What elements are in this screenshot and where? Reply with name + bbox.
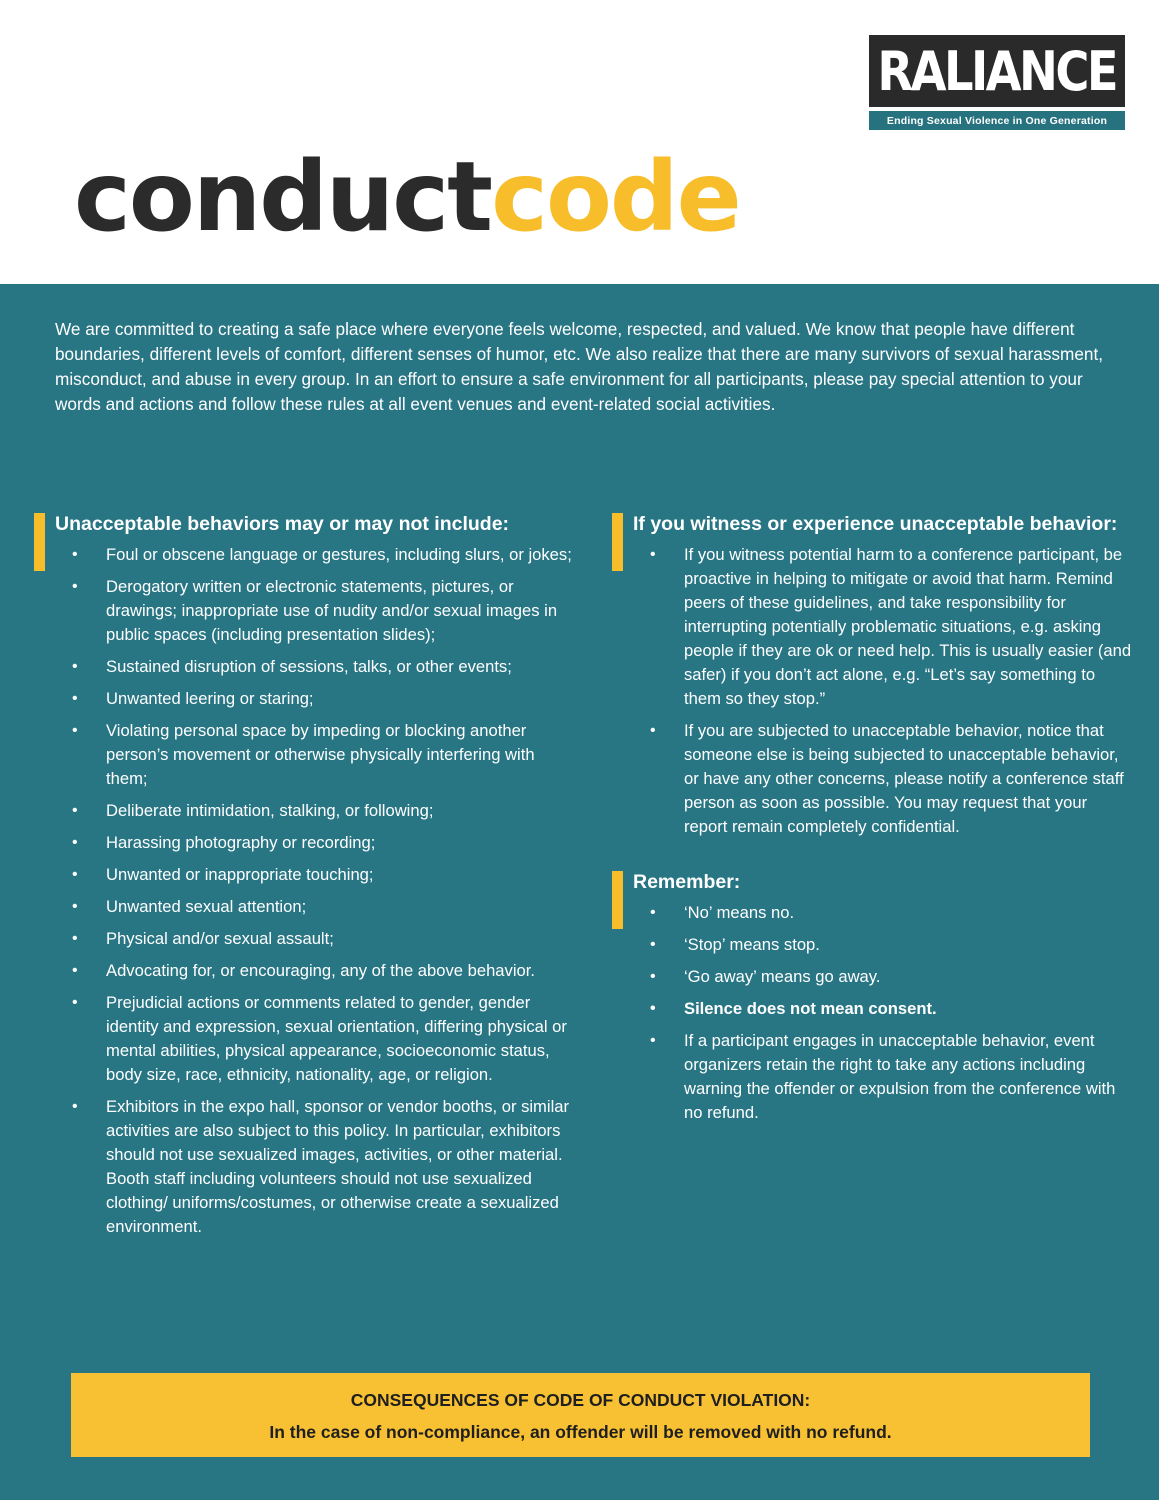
list-item: • Harassing photography or recording; (34, 831, 574, 855)
bullet-icon: • (650, 546, 656, 563)
logo-wordmark: RALIANCE (869, 35, 1125, 107)
list-item: • Physical and/or sexual assault; (34, 927, 574, 951)
list-item: • Silence does not mean consent. (612, 997, 1132, 1021)
title-conduct: conduct (74, 141, 492, 253)
remember-heading-block (612, 869, 1132, 895)
consequences-text: In the case of non-compliance, an offender will be removed with no refund. (269, 1422, 892, 1442)
logo-tagline: Ending Sexual Violence in One Generation (869, 111, 1125, 130)
bullet-icon: • (72, 546, 78, 563)
bullet-icon: • (72, 658, 78, 675)
bullet-icon: • (72, 722, 78, 739)
bullet-icon: • (72, 994, 78, 1011)
unacceptable-heading: Unacceptable behaviors may or may not include: (55, 513, 510, 535)
bullet-icon: • (72, 834, 78, 851)
witness-heading: If you witness or experience unacceptable behavior: (633, 513, 1118, 535)
list-item: • Unwanted leering or staring; (34, 687, 574, 711)
list-item: • ‘Go away’ means go away. (612, 965, 1132, 989)
bullet-icon: • (72, 866, 78, 883)
bullet-icon: • (650, 968, 656, 985)
witness-section (612, 511, 1132, 839)
list-item: • If you witness potential harm to a conference participant, be proactive in helping to mitigate or avoid that harm. Remind peers of these guidelines, and take responsibility for interrupting potentially problematic situations, e.g. asking people if they are ok or need help. This is usually easier (and safer) if you don’t act alone, e.g. “Let’s say something to them so they stop.” (650, 545, 1132, 708)
unacceptable-section (34, 511, 574, 1247)
bullet-icon: • (650, 1000, 656, 1017)
list-item: • Unwanted or inappropriate touching; (34, 863, 574, 887)
list-item: • ‘Stop’ means stop. (612, 933, 1132, 957)
bullet-icon: • (72, 962, 78, 979)
page-title (74, 142, 740, 252)
unacceptable-heading-block (34, 511, 574, 537)
list-item: • Deliberate intimidation, stalking, or following; (34, 799, 574, 823)
remember-list (612, 901, 1132, 1125)
list-item: • Exhibitors in the expo hall, sponsor or vendor booths, or similar activities are also subject to this policy. In particular, exhibitors should not use sexualized images, activities, or other material. Booth staff including volunteers should not use sexualized clothing/ uniforms/costumes, or otherwise create a sexualized environment. (72, 1097, 570, 1236)
remember-section (612, 869, 1132, 1125)
bullet-icon: • (72, 1098, 78, 1115)
list-item: • If a participant engages in unacceptable behavior, event organizers retain the right to take any actions including warning the offender or expulsion from the conference with no refund. (650, 1031, 1116, 1122)
title-code: code (491, 141, 740, 253)
bullet-icon: • (650, 904, 656, 921)
list-item: • Violating personal space by impeding or blocking another person’s movement or otherwise physically interfering with them; (72, 721, 535, 788)
bullet-icon: • (650, 1032, 656, 1049)
unacceptable-list (34, 543, 574, 1239)
list-item: • If you are subjected to unacceptable behavior, notice that someone else is being subjected to unacceptable behavior, or have any other concerns, please notify a conference staff person as soon as possible. You may request that your report remain completely confidential. (650, 721, 1124, 836)
witness-list (612, 543, 1132, 839)
list-item: • Prejudicial actions or comments related to gender, gender identity and expression, sexual orientation, differing physical or mental abilities, physical appearance, socioeconomic status, body size, race, ethnicity, nationality, age, or religion. (72, 993, 567, 1084)
bullet-icon: • (72, 802, 78, 819)
bullet-icon: • (72, 930, 78, 947)
raliance-logo[interactable] (869, 35, 1125, 130)
right-column (612, 511, 1132, 1133)
content-panel (0, 284, 1159, 1500)
bullet-icon: • (72, 578, 78, 595)
list-item: • Unwanted sexual attention; (34, 895, 574, 919)
list-item: • Advocating for, or encouraging, any of the above behavior. (34, 959, 574, 983)
list-item: • Foul or obscene language or gestures, including slurs, or jokes; (34, 543, 574, 567)
intro-paragraph: We are committed to creating a safe place where everyone feels welcome, respected, and valued. We know that people have different boundaries, different levels of comfort, different senses of humor, etc. We also realize that there are many survivors of sexual harassment, misconduct, and abuse in every group. In an effort to ensure a safe environment for all participants, please pay special attention to your words and actions and follow these rules at all event venues and event-related social activities. (55, 319, 1103, 414)
list-item: • Sustained disruption of sessions, talks, or other events; (34, 655, 574, 679)
list-item: • Derogatory written or electronic statements, pictures, or drawings; inappropriate use of nudity and/or sexual images in public spaces (including presentation slides); (72, 577, 558, 644)
bullet-icon: • (650, 936, 656, 953)
consequences-banner (71, 1373, 1090, 1457)
bullet-icon: • (72, 898, 78, 915)
remember-heading: Remember: (633, 871, 741, 893)
list-item: • ‘No’ means no. (612, 901, 1132, 925)
bullet-icon: • (72, 690, 78, 707)
consequences-heading: CONSEQUENCES OF CODE OF CONDUCT VIOLATION: (350, 1390, 811, 1410)
witness-heading-block (612, 511, 1132, 537)
page-header (0, 0, 1159, 284)
bullet-icon: • (650, 722, 656, 739)
